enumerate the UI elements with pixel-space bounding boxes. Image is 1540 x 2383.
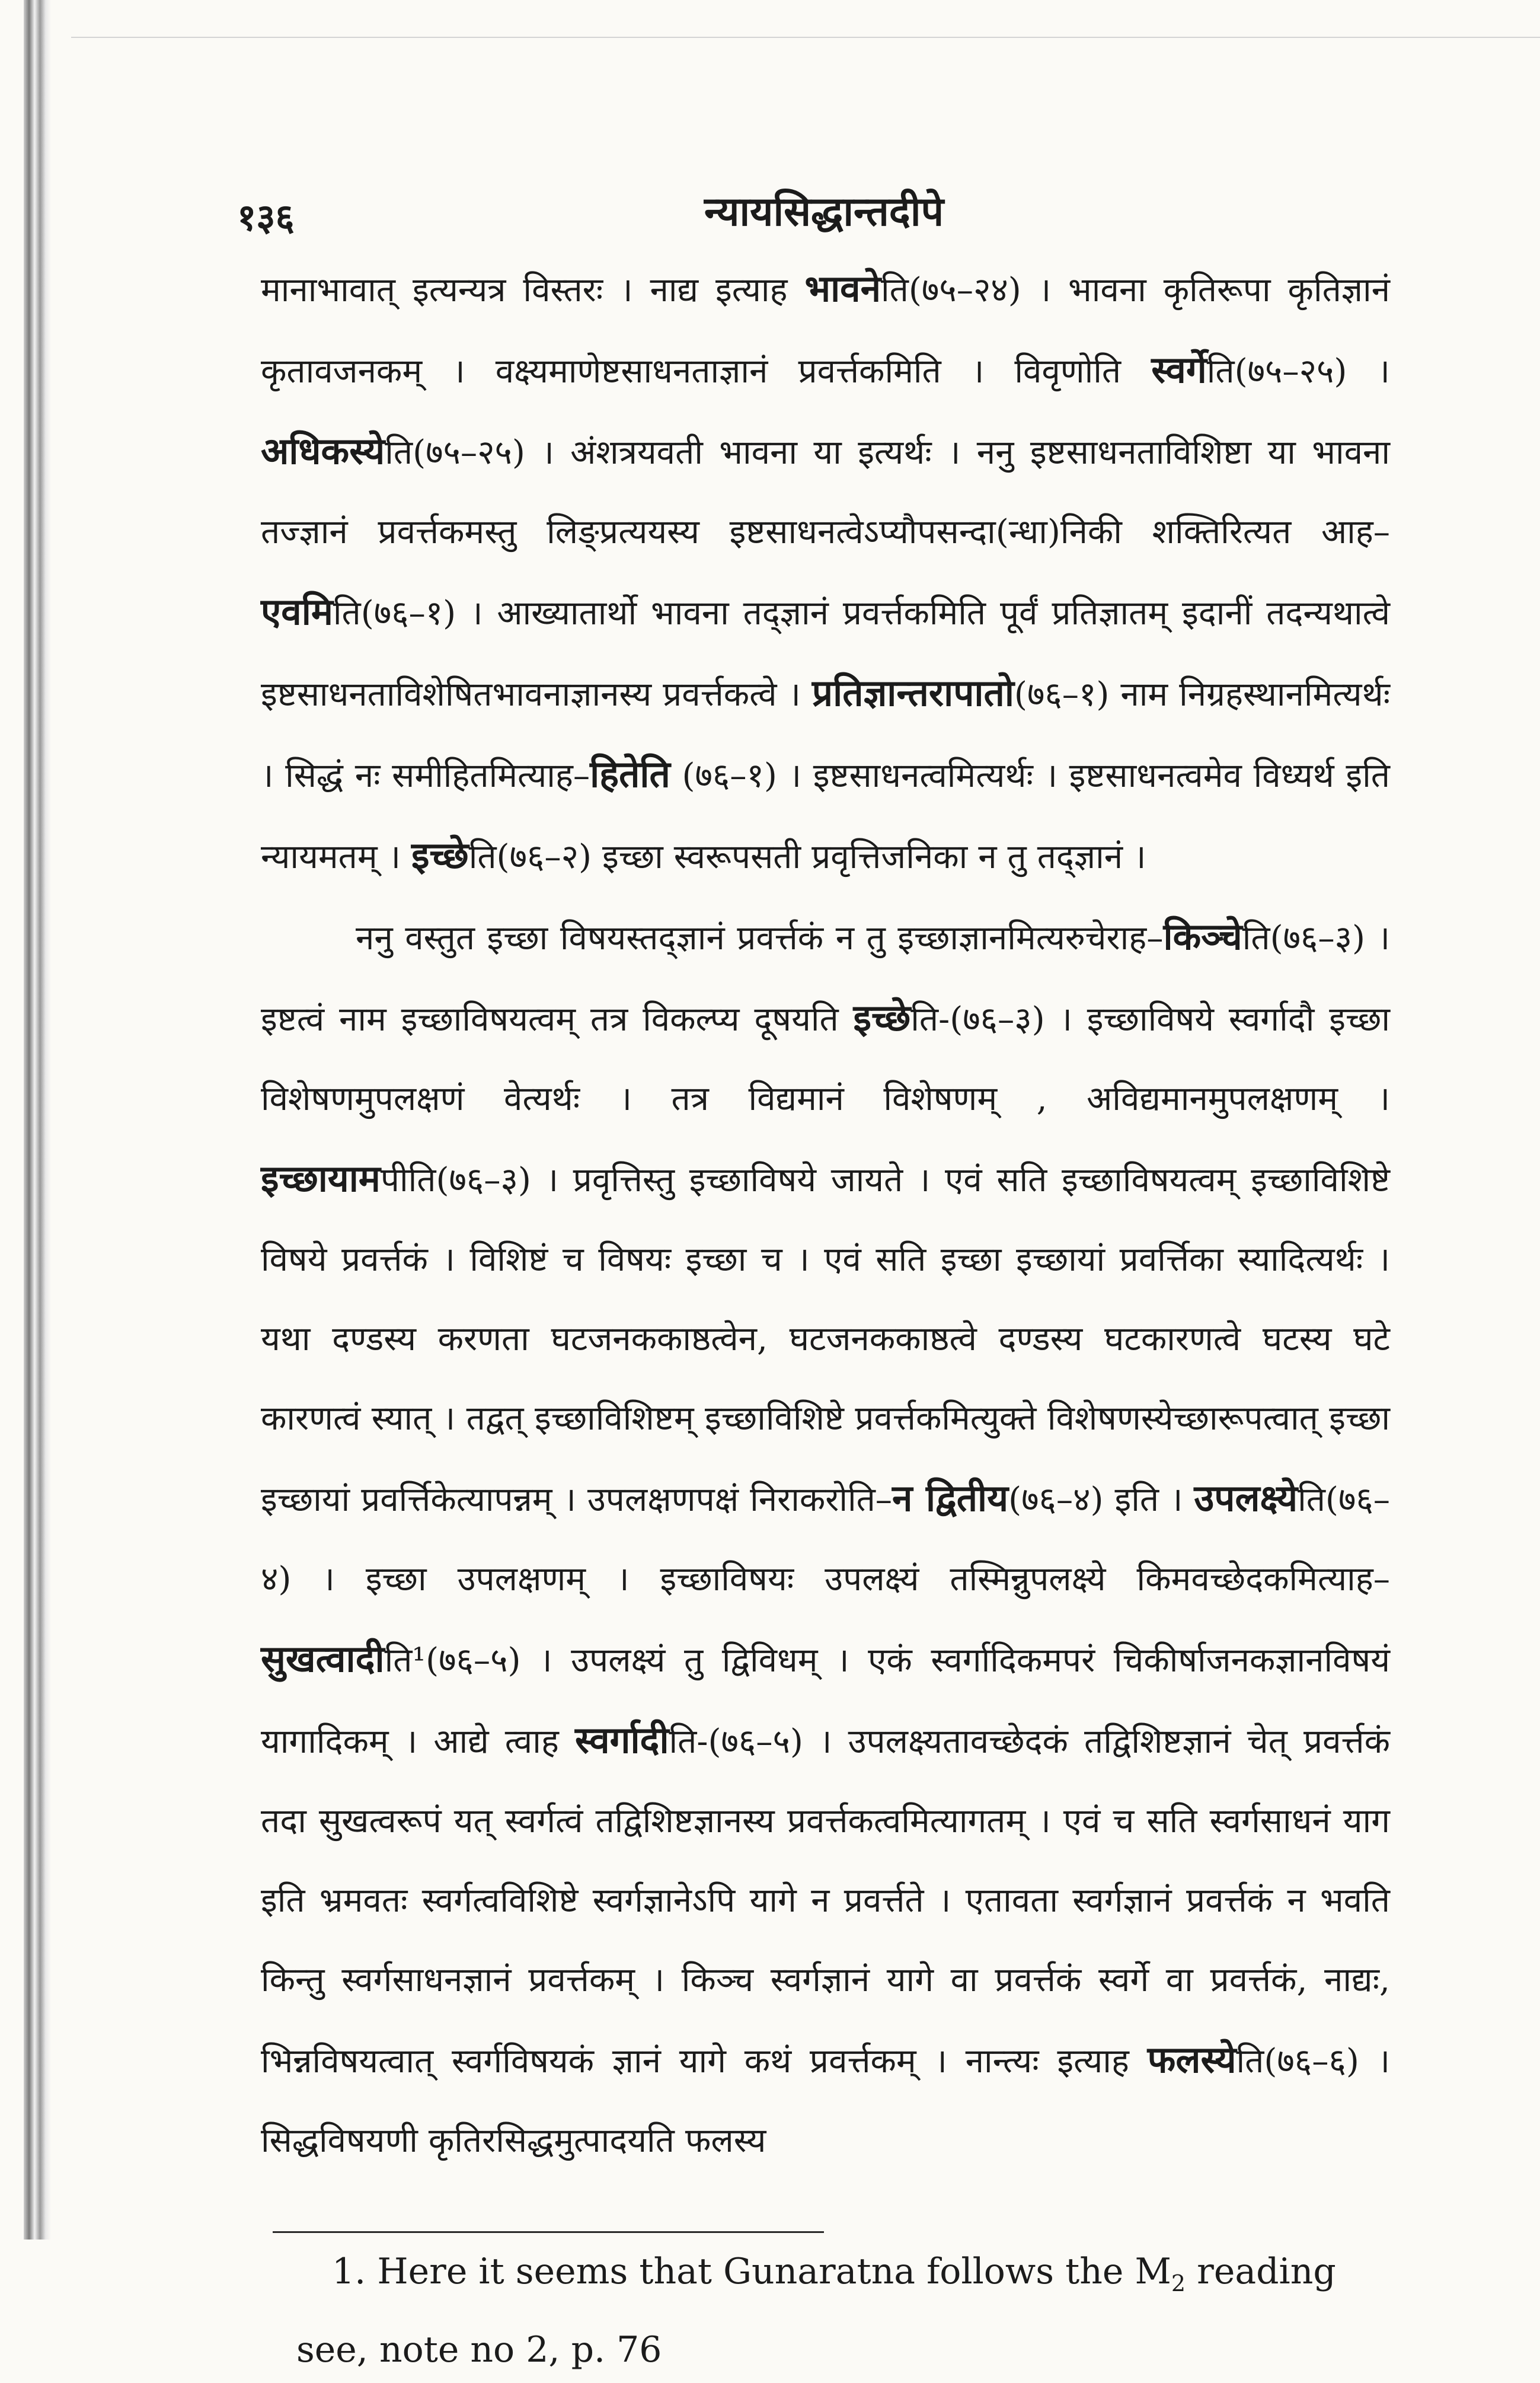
text-run: मानाभावात् इत्यन्यत्र विस्तरः । नाद्य इत्याह — [261, 271, 805, 310]
lemma: भावने — [804, 267, 881, 310]
binding-shadow — [24, 0, 51, 2240]
lemma: किञ्चे — [1163, 915, 1242, 958]
text-run: (७६–१) । इष्टसाधनत्वमित्यर्थः । इष्टसाधनत्वमेव विध्यर्थ इति न्यायमतम् । — [261, 757, 1391, 876]
text-run: ति-(७६–५) । उपलक्ष्यतावच्छेदकं तद्विशिष्टज्ञानं चेत् प्रवर्त्तकं तदा सुखत्वरूपं यत् स्वर्गत्वं तद्विशिष्टज्ञानस्य प्रवर्त्तकत्वमित्यागतम् । एवं च सति स्वर्गसाधनं याग इति भ्रमवतः स्वर्गत्वविशिष्टे स्वर्गज्ञानेऽपि यागे न प्रवर्त्तते । एतावता स्वर्गज्ञानं प्रवर्त्तकं न भवति किन्तु स्वर्गसाधनज्ञानं प्रवर्त्तकम् । किञ्च स्वर्गज्ञानं यागे वा प्रवर्त्तकं स्वर्गे वा प्रवर्त्तकं, नाद्यः, भिन्नविषयत्वात् स्वर्गविषयकं ज्ञानं यागे कथं प्रवर्त्तकम् । नान्त्यः इत्याह — [261, 1722, 1390, 2081]
footnote-rule — [273, 2231, 824, 2233]
lemma: हितेति — [590, 752, 670, 796]
text-run: ति(७५–२५) । अंशत्रयवती भावना या इत्यर्थः । ननु इष्टसाधनताविशिष्टा या भावना तज्ज्ञानं प्रवर्त्तकमस्तु लिङ्प्रत्ययस्य इष्टसाधनत्वेऽप्यौपसन्दा(न्धा)निकी शक्तिरित्यत आह– — [261, 433, 1390, 551]
text-run: ति(७६–४) । इच्छा उपलक्षणम् । इच्छाविषयः उपलक्ष्यं तस्मिन्नुपलक्ष्ये किमवच्छेदकमित्याह– — [261, 1481, 1390, 1599]
paragraph-2 — [261, 897, 1390, 2181]
text-run: ति¹(७६–५) । उपलक्ष्यं तु द्विविधम् । एकं स्वर्गादिकमपरं चिकीर्षाजनकज्ञानविषयं यागादिकम् । आद्ये त्वाह — [261, 1641, 1390, 1761]
lemma: अधिकस्ये — [261, 429, 385, 473]
lemma: इच्छे — [853, 996, 911, 1039]
text-run: ति-(७६–३) । इच्छाविषये स्वर्गादौ इच्छा विशेषणमुपलक्षणं वेत्यर्थः । तत्र विद्यमानं विशेषणम् , अविद्यमानमुपलक्षणम् । — [261, 1000, 1390, 1118]
lemma: इच्छायाम — [261, 1157, 381, 1200]
text-run: ति(७६–२) इच्छा स्वरूपसती प्रवृत्तिजनिका न तु तद्ज्ञानं । — [468, 838, 1146, 876]
lemma: सुखत्वादी — [261, 1637, 385, 1680]
text-run: ति(७६–१) । आख्यातार्थो भावना तद्ज्ञानं प्रवर्त्तकमिति पूर्वं प्रतिज्ञातम् इदानीं तदन्यथात्वे इष्टसाधनताविशेषितभावनाज्ञानस्य प्रवर्त्तकत्वे । — [261, 594, 1390, 714]
footnote-marker: 1. — [332, 2251, 366, 2292]
scan-edge-line — [71, 37, 1540, 38]
text-run: ति(७५–२५) । — [1206, 352, 1390, 391]
footnote-subscript: 2 — [1171, 2270, 1186, 2296]
lemma: न द्वितीय — [892, 1476, 1009, 1520]
lemma: स्वर्गादी — [574, 1718, 669, 1762]
text-run: ति(७६–३) । इष्टत्वं नाम इच्छाविषयत्वम् तत्र विकल्प्य दूषयति — [261, 919, 1391, 1039]
footnote-line-1 — [308, 2238, 1417, 2317]
lemma: एवमि — [261, 590, 333, 633]
footnote-text: Here it seems that Gunaratna follows the M — [366, 2251, 1171, 2292]
lemma: उपलक्ष्ये — [1194, 1476, 1298, 1520]
lemma: प्रतिज्ञान्तरापातो — [811, 671, 1014, 714]
text-run: ति(७५–२४) । भावना कृतिरूपा कृतिज्ञानं कृतावजनकम् । वक्ष्यमाणेष्टसाधनताज्ञानं प्रवर्त्तकमिति । विवृणोति — [261, 271, 1390, 391]
lemma: फलस्ये — [1147, 2038, 1237, 2081]
footnote — [296, 2238, 1417, 2383]
text-run: पीति(७६–३) । प्रवृत्तिस्तु इच्छाविषये जायते । एवं सति इच्छाविषयत्वम् इच्छाविशिष्टे विषये प्रवर्त्तकं । विशिष्टं च विषयः इच्छा च । एवं सति इच्छा इच्छायां प्रवर्त्तिका स्यादित्यर्थः । यथा दण्डस्य करणता घटजनककाष्ठत्वेन, घटजनककाष्ठत्वे दण्डस्य घटकारणत्वे घटस्य घटे कारणत्वं स्यात् । तद्वत् इच्छाविशिष्टम् इच्छाविशिष्टे प्रवर्त्तकमित्युक्ते विशेषणस्येच्छारूपत्वात् इच्छा इच्छायां प्रवर्त्तिकेत्यापन्नम् । उपलक्षणपक्षं निराकरोति– — [261, 1161, 1390, 1519]
text-run: (७६–१) नाम निग्रहस्थानमित्यर्थः । सिद्धं नः समीहितमित्याह– — [261, 675, 1390, 795]
commentary-text — [261, 249, 1390, 2181]
text-run: (७६–४) इति । — [1008, 1481, 1194, 1519]
page-number: १३६ — [237, 196, 295, 239]
page-header — [237, 169, 1411, 239]
text-run: ननु वस्तुत इच्छा विषयस्तद्ज्ञानं प्रवर्त्तकं न तु इच्छाज्ञानमित्यरुचेराह– — [356, 919, 1164, 958]
running-title: न्यायसिद्धान्तदीपे — [704, 188, 944, 235]
lemma: इच्छे — [411, 834, 469, 877]
book-page — [237, 169, 1411, 2371]
lemma: स्वर्गे — [1151, 348, 1207, 391]
footnote-text: reading — [1186, 2251, 1336, 2292]
text-run: ति(७६–६) । सिद्धविषयणी कृतिरसिद्धमुत्पादयति फलस्य — [261, 2042, 1391, 2160]
footnote-line-2: see, note no 2, p. 76 — [296, 2329, 662, 2371]
paragraph-1 — [261, 249, 1390, 897]
